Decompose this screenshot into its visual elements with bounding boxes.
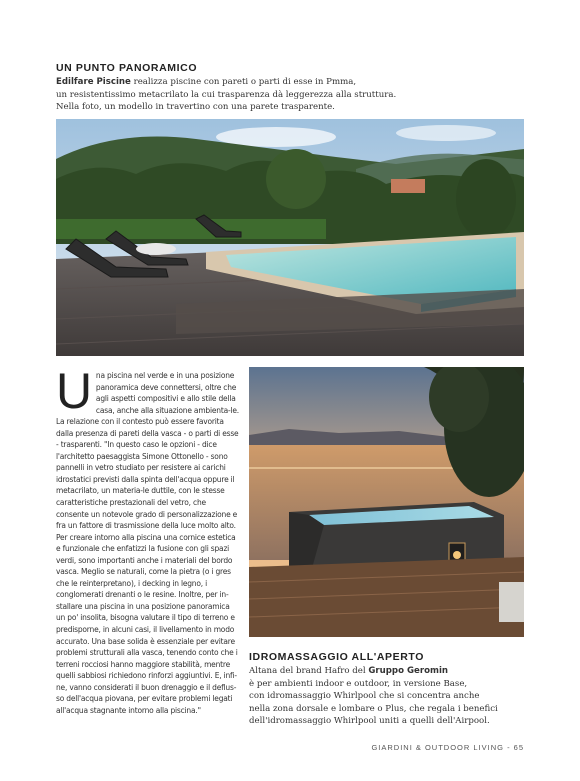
top-caption	[56, 76, 526, 114]
caption-line-3: Nella foto, un modello in travertino con una parete trasparente.	[56, 102, 335, 113]
hot-caption-line-3: con idromassaggio Whirlpool che si concentra anche	[249, 691, 480, 702]
hot-tub-caption-block	[249, 651, 524, 728]
hot-caption-line-5: dell'idromassaggio Whirlpool uniti a quelli dell'Airpool.	[249, 716, 490, 727]
hot-tub-photo	[249, 367, 524, 637]
page-footer: GIARDINI & OUTDOOR LIVING - 65	[371, 743, 524, 752]
section-title-panoramic: UN PUNTO PANORAMICO	[56, 62, 198, 74]
hot-caption-line-4: nella zona dorsale e lombare o Plus, che regala i benefici	[249, 703, 498, 714]
top-caption-block	[56, 62, 526, 114]
pool-photo	[56, 119, 524, 356]
article-body	[56, 363, 239, 716]
pool-photo-illustration	[56, 119, 524, 356]
hot-caption-line-2: è per ambienti indoor e outdoor, in versione Base,	[249, 678, 468, 689]
caption-line-1: realizza piscine con pareti o parti di esse in Pmma,	[130, 77, 357, 87]
brand-edilfare: Edilfare Piscine	[56, 77, 131, 87]
drop-cap: U	[56, 363, 92, 419]
hot-caption-line-1: Altana del brand Hafro del	[249, 666, 369, 676]
section-title-hydromassage: IDROMASSAGGIO ALL'APERTO	[249, 651, 424, 663]
article-text: na piscina nel verde e in una posizione panoramica deve connettersi, oltre che agli aspetti compositivi e allo stile della casa, anche alla situazione ambienta-le. La relazione con il contesto può essere favorita dalla presenza di pareti della vasca - o parti di esse - trasparenti. "In questo caso le opzioni - dice l'architetto paesaggista Simone Ottonello - sono pannelli in vetro studiato per resistere ai carichi idrostatici previsti dalla spinta dell'acqua oppure il metacrilato, un materia-le duttile, con le stesse caratteristiche prestazionali del vetro, che consente un notevole grado di personalizzazione e fra un fattore di trasmissione della luce molto alto. Per creare intorno alla piscina una cornice estetica e funzionale che enfatizzi la fusione con gli spazi verdi, sono importanti anche i materiali del bordo vasca. Meglio se naturali, come la pietra (o i gres che le reinterpretano), i decking in legno, i conglomerati drenanti o le resine. Inoltre, per in-stallare una piscina in una posizione panoramica un po' insolita, bisogna valutare il tipo di terreno e predisporne, in alcuni casi, il livellamento in modo accurato. Una base solida è essenziale per evitare problemi strutturali alla vasca, tenendo conto che i terreni rocciosi hanno maggiore stabilità, mentre quelli sabbiosi richiedono rinforzi aggiuntivi. E, infi-ne, vanno considerati il buon drenaggio e il deflus-so dell'acqua piovana, per evitare problemi legati all'acqua stagnante intorno alla piscina."	[56, 371, 239, 715]
caption-line-2: un resistentissimo metacrilato la cui trasparenza dà leggerezza alla struttura.	[56, 89, 397, 100]
hot-tub-photo-illustration	[249, 367, 524, 637]
hot-tub-caption	[249, 665, 524, 728]
brand-geromin: Gruppo Geromin	[368, 666, 449, 676]
